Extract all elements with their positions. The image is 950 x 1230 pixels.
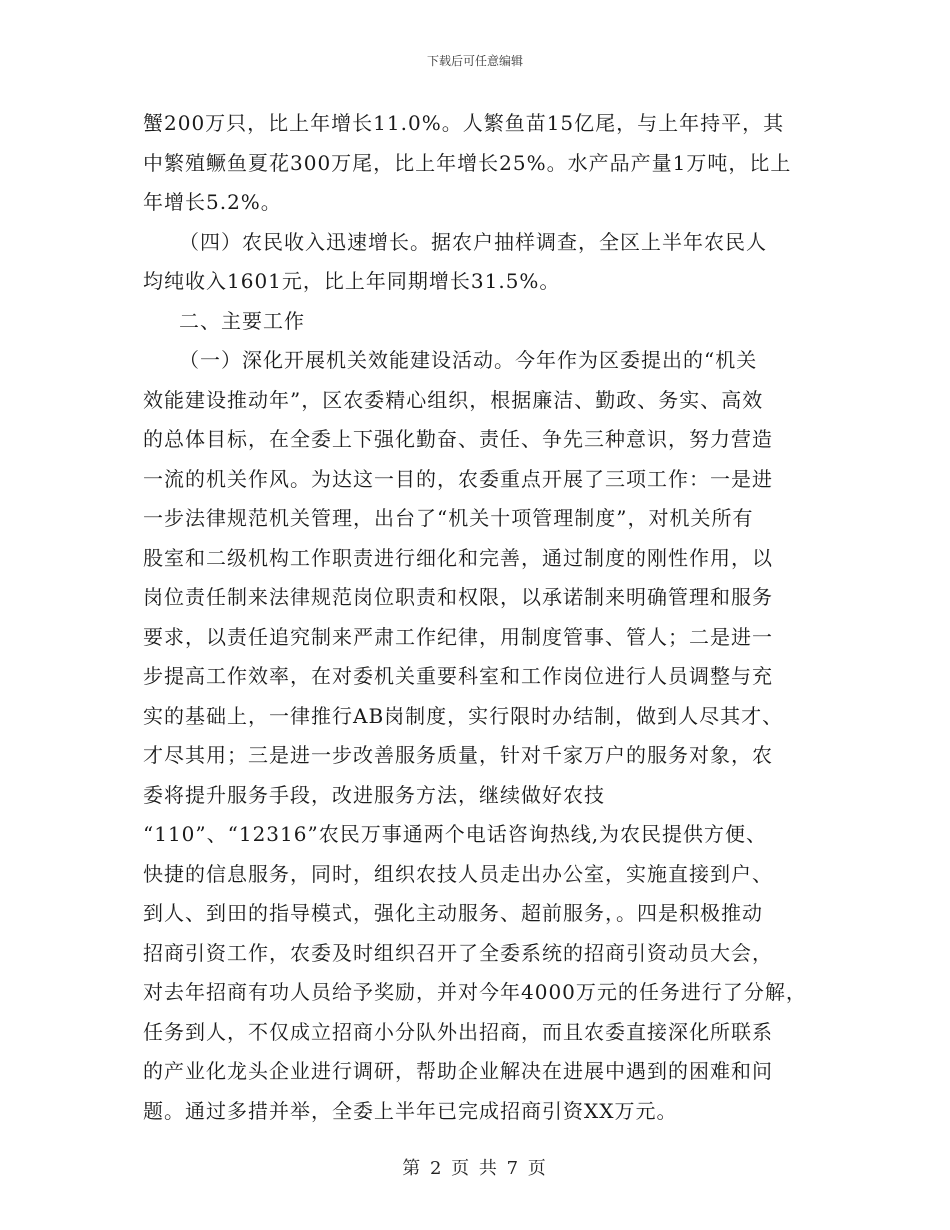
page-header: 下载后可任意编辑: [426, 54, 523, 68]
text-line: “110”、“12316”农民万事通两个电话咨询热线,为农民提供方便、: [143, 822, 768, 846]
text-line: 蟹200万只，比上年增长11.0%。人繁鱼苗15亿尾，与上年持平，其: [143, 111, 785, 135]
text-line: 效能建设推动年”，区农委精心组织，根据廉洁、勤政、务实、高效: [143, 387, 764, 412]
text-line: 岗位责任制来法律规范岗位职责和权限，以承诺制来明确管理和服务: [143, 585, 773, 609]
paragraph-start-line: （四）农民收入迅速增长。据农户抽样调查，全区上半年农民人: [179, 229, 767, 254]
page-number-footer: 第 2 页 共 7 页: [402, 1158, 548, 1179]
text-line: 股室和二级机构工作职责进行细化和完善，通过制度的刚性作用，以: [143, 545, 773, 570]
text-line: 年增长5.2%。: [143, 190, 282, 214]
text-line: 快捷的信息服务，同时，组织农技人员走出办公室，实施直接到户、: [143, 861, 773, 886]
text-line: 招商引资工作，农委及时组织召开了全委系统的招商引资动员大会，: [143, 940, 773, 965]
text-line: 题。通过多措并举，全委上半年已完成招商引资XX万元。: [143, 1098, 678, 1123]
text-line: 一流的机关作风。为达这一目的，农委重点开展了三项工作：一是进: [143, 466, 773, 491]
text-line: 才尽其用；三是进一步改善服务质量，针对千家万户的服务对象，农: [143, 743, 773, 767]
text-line: 步提高工作效率，在对委机关重要科室和工作岗位进行人员调整与充: [143, 664, 773, 688]
paragraph-start-line: （一）深化开展机关效能建设活动。今年作为区委提出的“机关: [179, 348, 758, 372]
text-line: 的产业化龙头企业进行调研，帮助企业解决在进展中遇到的困难和问: [143, 1059, 773, 1083]
text-line: 到人、到田的指导模式，强化主动服务、超前服务，。四是积极推动: [143, 901, 763, 925]
text-line: 对去年招商有功人员给予奖励，并对今年4000万元的任务进行了分解，: [143, 980, 807, 1004]
text-line: 任务到人，不仅成立招商小分队外出招商，而且农委直接深化所联系: [143, 1019, 773, 1044]
text-line: 要求，以责任追究制来严肃工作纪律，用制度管事、管人；二是进一: [143, 624, 773, 649]
section-heading: 二、主要工作: [179, 308, 305, 333]
text-line: 的总体目标，在全委上下强化勤奋、责任、争先三种意识，努力营造: [143, 427, 773, 451]
text-line: 均纯收入1601元，比上年同期增长31.5%。: [143, 269, 561, 293]
document-body: [143, 104, 823, 1131]
text-line: 一步法律规范机关管理，出台了“机关十项管理制度”，对机关所有: [143, 506, 754, 530]
text-line: 实的基础上，一律推行AB岗制度，实行限时办结制，做到人尽其才、: [143, 703, 784, 728]
text-line: 委将提升服务手段，改进服务方法，继续做好农技: [143, 782, 605, 807]
text-line: 中繁殖鳜鱼夏花300万尾，比上年增长25%。水产品产量1万吨，比上: [143, 150, 792, 175]
